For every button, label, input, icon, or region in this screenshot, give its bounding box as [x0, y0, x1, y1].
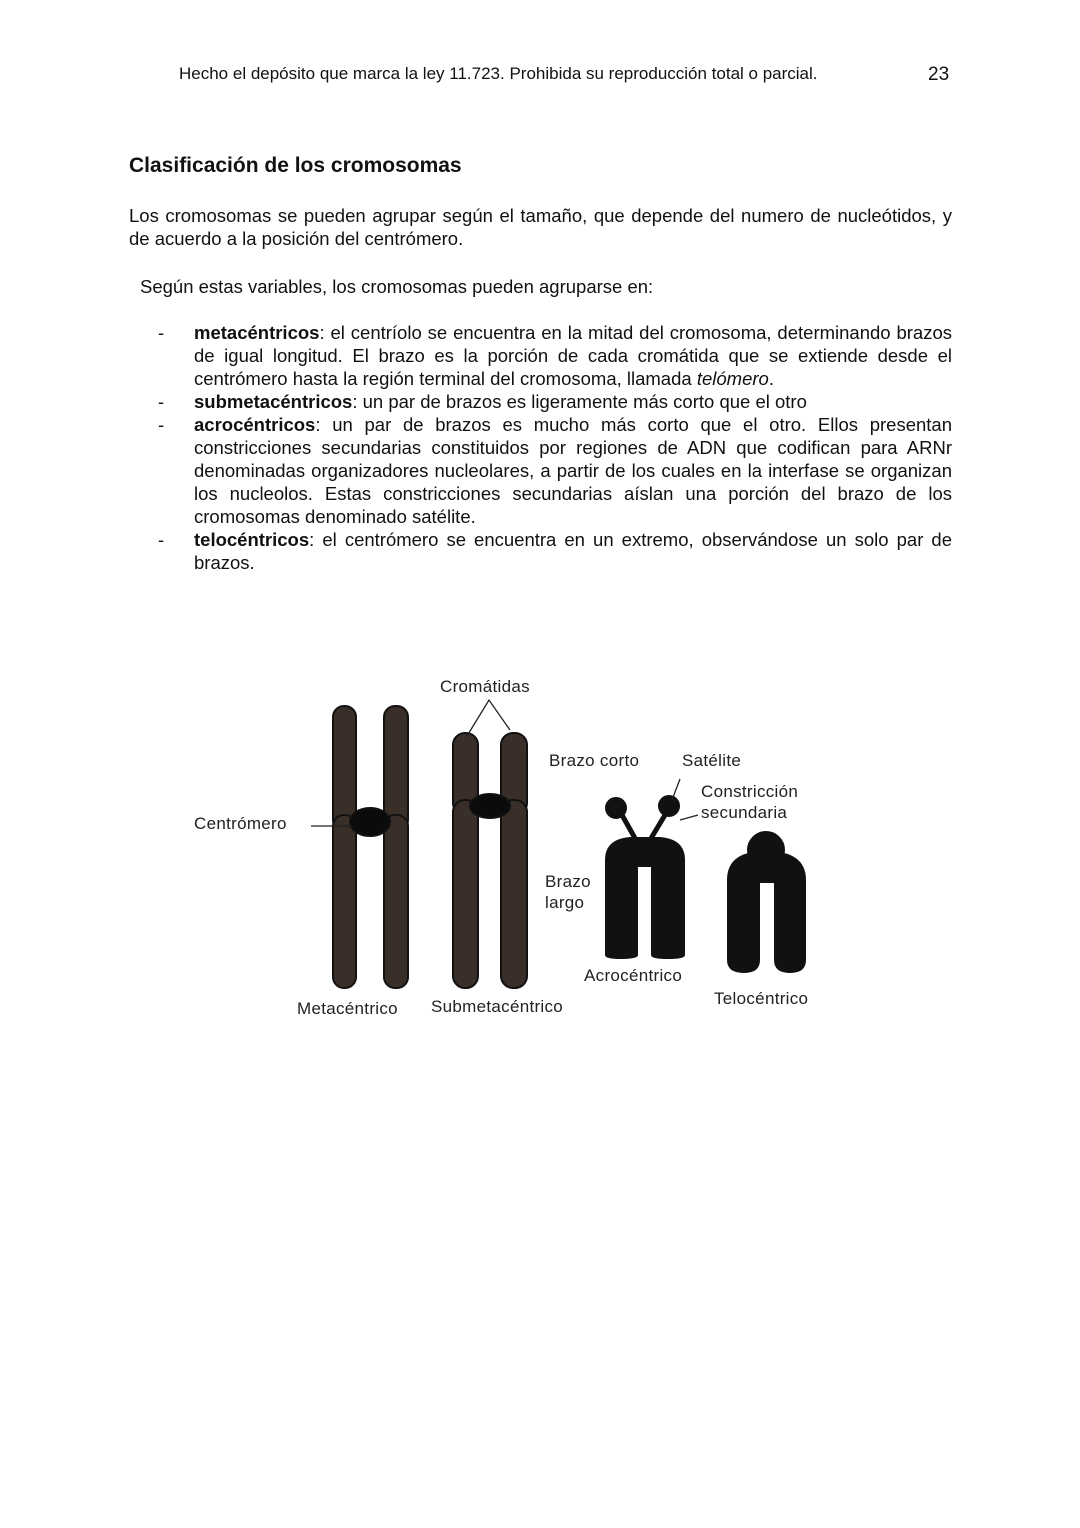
cromatidas-pointer [467, 700, 510, 736]
submetacentric-chromosome [453, 733, 527, 988]
label-submetacentrico: Submetacéntrico [431, 997, 564, 1016]
label-brazo-corto: Brazo corto [549, 751, 640, 770]
chromosome-types-list [150, 321, 952, 574]
definition: : un par de brazos es mucho más corto que el otro. Ellos presentan constricciones secundarias constituidos por regiones de ADN que codifican para ARNr denominadas organizadores nucleolares, a partir de los cuales en la interfase se organizan los nucleolos. Estas constricciones secundarias aíslan una porción del brazo de los cromosomas denominado satélite. [194, 414, 952, 527]
list-item-metacentricos: - metacéntricos: el centríolo se encuentra en la mitad del cromosoma, determinando brazos de igual longitud. El brazo es la porción de cada cromátida que se extiende desde el centrómero hasta la región terminal del cromosoma, llamada telómero. [158, 322, 952, 389]
italic-term: telómero [696, 368, 769, 389]
intro-paragraph: Los cromosomas se pueden agrupar según el tamaño, que depende del numero de nucleótidos, y de acuerdo a la posición del centrómero. [129, 205, 952, 249]
label-constriccion: Constricción [701, 782, 799, 801]
metacentric-chromosome [333, 706, 408, 988]
label-secundaria: secundaria [701, 803, 788, 822]
term: telocéntricos [194, 529, 310, 550]
label-largo: largo [545, 893, 585, 912]
definition: : un par de brazos es ligeramente más corto que el otro [352, 391, 807, 412]
term: submetacéntricos [194, 391, 353, 412]
section-title: Clasificación de los cromosomas [129, 154, 462, 177]
telocentric-chromosome [728, 832, 805, 972]
punctuation: . [768, 368, 774, 389]
list-item-acrocentricos: - acrocéntricos: un par de brazos es mucho más corto que el otro. Ellos presentan constricciones secundarias constituidos por regiones de ADN que codifican para ARNr denominadas organizadores nucleolares, a partir de los cuales en la interfase se organizan los nucleolos. Estas constricciones secundarias aíslan una porción del brazo de los cromosomas denominado satélite. [158, 414, 952, 527]
lead-paragraph: Según estas variables, los cromosomas pueden agruparse en: [140, 276, 654, 297]
page-number: 23 [928, 64, 950, 85]
term: metacéntricos [194, 322, 320, 343]
satelite-pointer [672, 779, 680, 800]
list-item-telocentricos: - telocéntricos: el centrómero se encuentra en un extremo, observándose un solo par de brazos. [158, 529, 952, 573]
definition: : el centrómero se encuentra en un extremo, observándose un solo par de brazos. [194, 529, 952, 573]
constriccion-pointer [680, 815, 698, 820]
page-header-notice: Hecho el depósito que marca la ley 11.723. Prohibida su reproducción total o parcial. [179, 64, 818, 83]
label-satelite: Satélite [682, 751, 742, 770]
label-brazo: Brazo [545, 872, 591, 891]
term: acrocéntricos [194, 414, 316, 435]
label-centromero: Centrómero [194, 814, 287, 833]
acrocentric-chromosome [606, 796, 684, 958]
definition: : el centríolo se encuentra en la mitad del cromosoma, determinando brazos de igual longitud. El brazo es la porción de cada cromátida que se extiende desde el centrómero hasta la región terminal del cromosoma, llamada [194, 322, 952, 389]
label-cromatidas: Cromátidas [440, 677, 530, 696]
label-metacentrico: Metacéntrico [297, 999, 398, 1018]
list-item-submetacentricos: - submetacéntricos: un par de brazos es ligeramente más corto que el otro [158, 391, 807, 412]
label-acrocentrico: Acrocéntrico [584, 966, 683, 985]
label-telocentrico: Telocéntrico [714, 989, 809, 1008]
